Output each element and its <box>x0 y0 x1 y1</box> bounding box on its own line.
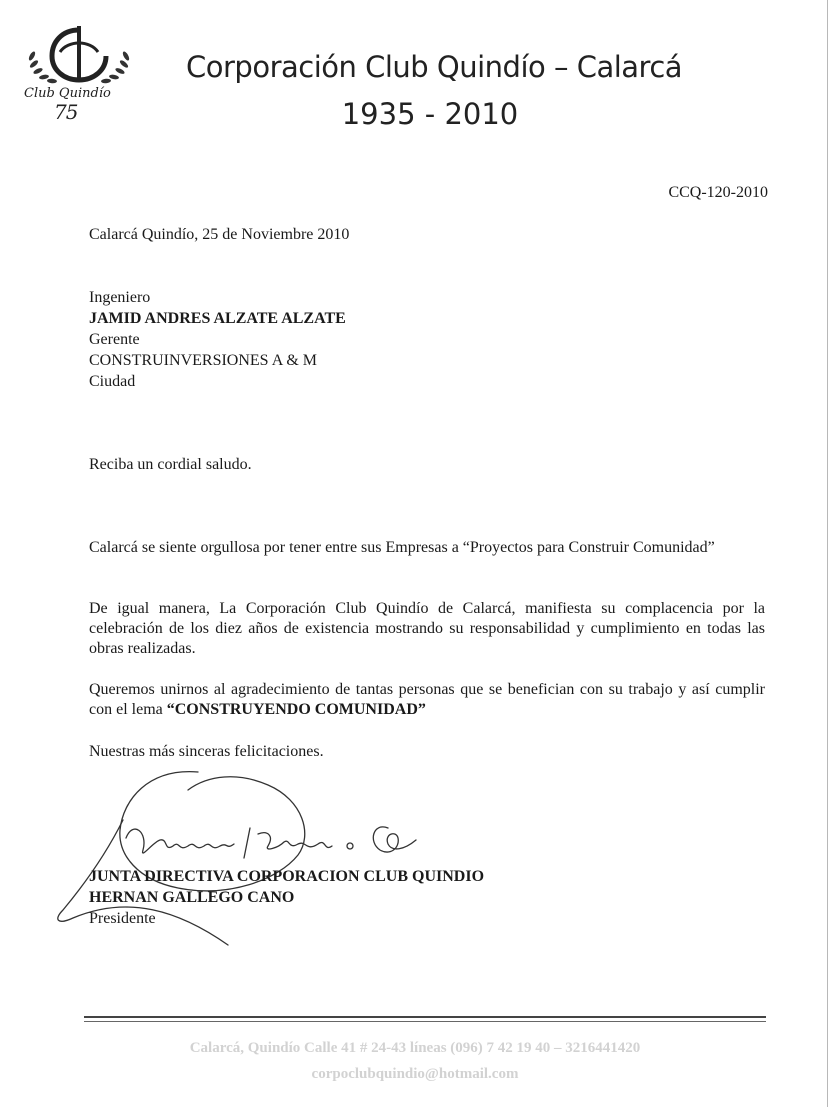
place-date: Calarcá Quindío, 25 de Noviembre 2010 <box>89 226 350 243</box>
footer-address: Calarcá, Quindío Calle 41 # 24-43 líneas (096) 7 42 19 40 – 3216441420 <box>189 1040 641 1056</box>
greeting: Reciba un cordial saludo. <box>89 456 252 473</box>
signature-organization: JUNTA DIRECTIVA CORPORACION CLUB QUINDIO <box>89 868 485 885</box>
motto: “CONSTRUYENDO COMUNIDAD” <box>166 701 426 718</box>
recipient-name: JAMID ANDRES ALZATE ALZATE <box>89 310 346 327</box>
logo-text: Club Quindío <box>24 86 111 101</box>
letterhead-title: Corporación Club Quindío – Calarcá <box>186 50 683 84</box>
paragraph-3 <box>89 680 765 720</box>
letterhead-years: 1935 - 2010 <box>341 97 519 131</box>
footer-divider-thin <box>84 1021 766 1022</box>
signature-block <box>89 866 484 929</box>
logo-anniversary: 75 <box>54 100 78 124</box>
recipient-block <box>89 287 346 392</box>
handwritten-signature <box>28 760 448 960</box>
paragraph-3-text: Queremos unirnos al agradecimiento de tantas personas que se benefician con su trabajo y así cumplir con el lema <box>89 681 765 718</box>
signer-role: Presidente <box>89 910 156 927</box>
reference-number: CCQ-120-2010 <box>668 184 768 201</box>
recipient-city: Ciudad <box>89 373 136 390</box>
closing: Nuestras más sinceras felicitaciones. <box>89 743 324 760</box>
signer-name: HERNAN GALLEGO CANO <box>89 889 295 906</box>
paragraph-1: Calarcá se siente orgullosa por tener entre sus Empresas a “Proyectos para Construir Comunidad” <box>89 539 715 556</box>
page-edge <box>827 0 828 1107</box>
recipient-company: CONSTRUINVERSIONES A & M <box>89 352 318 369</box>
footer-email: corpoclubquindio@hotmail.com <box>311 1066 519 1082</box>
footer-divider <box>84 1016 766 1018</box>
recipient-position: Gerente <box>89 331 140 348</box>
recipient-title: Ingeniero <box>89 289 151 306</box>
paragraph-2: De igual manera, La Corporación Club Quindío de Calarcá, manifiesta su complacencia por la celebración de los diez años de existencia mostrando su responsabilidad y cumplimiento en todas las obras realizadas. <box>89 600 765 657</box>
